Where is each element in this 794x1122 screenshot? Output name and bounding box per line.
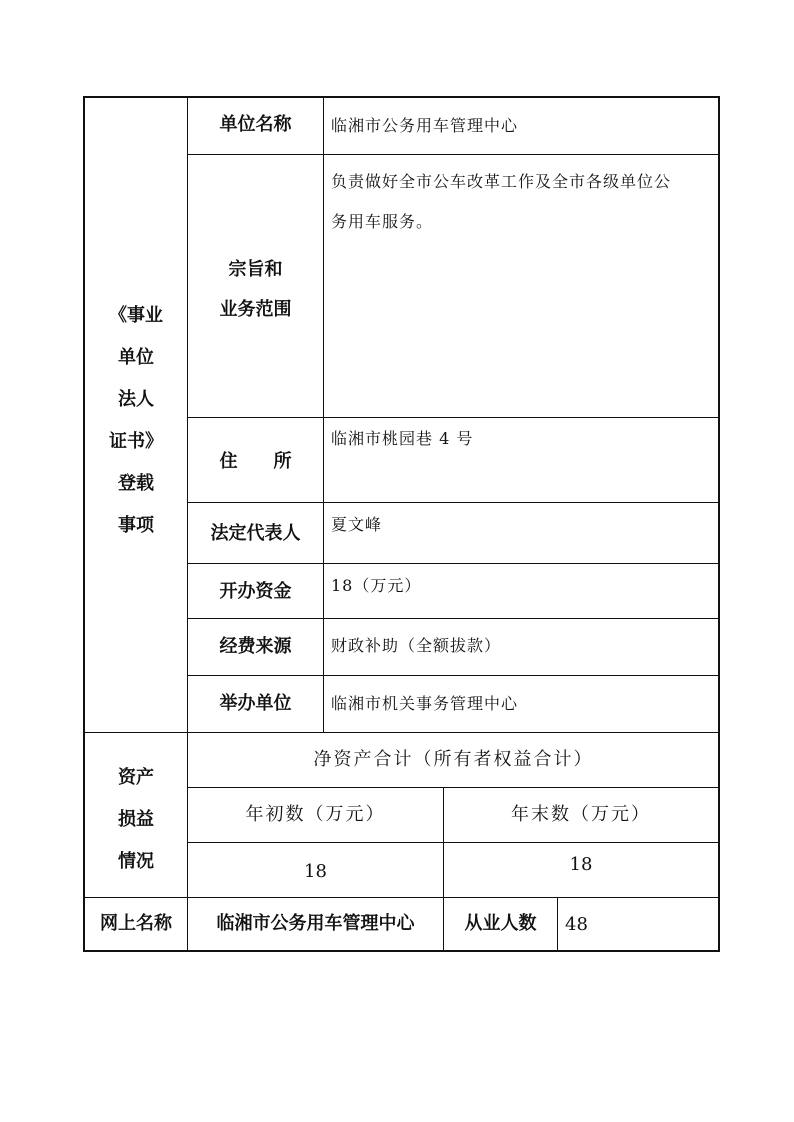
address-value: 临湘市桃园巷 4 号 [331, 429, 474, 448]
year-start-header: 年初数（万元） [245, 804, 386, 825]
year-end-header: 年末数（万元） [511, 804, 651, 825]
legal-rep-label: 法定代表人 [210, 523, 301, 544]
table-border-right [718, 96, 720, 952]
registration-label-line: 《事业 [109, 305, 163, 326]
capital-label: 开办资金 [219, 581, 292, 602]
registration-section-label [85, 295, 187, 547]
registration-label-line: 法人 [118, 389, 154, 410]
divider-h-6 [188, 675, 719, 676]
unit-name-label: 单位名称 [219, 114, 292, 135]
purpose-label [188, 250, 323, 330]
net-assets-header: 净资产合计（所有者权益合计） [313, 749, 594, 770]
purpose-label-line: 业务范围 [219, 299, 292, 320]
assets-section-label [85, 757, 187, 883]
divider-h-2 [188, 417, 719, 418]
sponsor-label: 举办单位 [219, 693, 292, 714]
registration-label-line: 登载 [118, 473, 154, 494]
year-end-value: 18 [569, 854, 593, 875]
registration-label-line: 单位 [118, 347, 154, 368]
divider-v-staff [557, 898, 558, 951]
purpose-value-line: 负责做好全市公车改革工作及全市各级单位公 [331, 172, 672, 191]
legal-rep-value: 夏文峰 [331, 515, 383, 534]
divider-h-8 [188, 787, 719, 788]
funding-value: 财政补助（全额拔款） [331, 636, 502, 655]
divider-h-7 [84, 732, 719, 733]
staff-count-label: 从业人数 [464, 913, 537, 934]
purpose-value-line: 务用车服务。 [331, 212, 434, 231]
funding-label: 经费来源 [219, 636, 292, 657]
registration-label-line: 证书》 [109, 431, 163, 452]
staff-count-value: 48 [565, 914, 588, 935]
unit-name-value: 临湘市公务用车管理中心 [331, 116, 519, 135]
purpose-label-line: 宗旨和 [228, 259, 283, 280]
divider-h-3 [188, 502, 719, 503]
year-start-value: 18 [304, 861, 327, 882]
table-border-top [83, 96, 720, 98]
sponsor-value: 临湘市机关事务管理中心 [331, 694, 519, 713]
capital-value: 18（万元） [331, 576, 422, 595]
assets-label-line: 情况 [118, 851, 154, 872]
purpose-value [331, 162, 716, 242]
divider-h-1 [188, 154, 719, 155]
registration-label-line: 事项 [118, 515, 154, 536]
divider-v-value [323, 96, 324, 733]
assets-label-line: 损益 [118, 809, 154, 830]
divider-h-5 [188, 618, 719, 619]
divider-h-4 [188, 563, 719, 564]
online-name-label: 网上名称 [100, 913, 172, 934]
address-label: 住 所 [219, 451, 292, 472]
table-border-bottom [83, 950, 720, 952]
online-name-value: 临湘市公务用车管理中心 [216, 913, 415, 934]
divider-h-9 [188, 842, 719, 843]
divider-h-10 [84, 897, 719, 898]
assets-label-line: 资产 [118, 767, 154, 788]
